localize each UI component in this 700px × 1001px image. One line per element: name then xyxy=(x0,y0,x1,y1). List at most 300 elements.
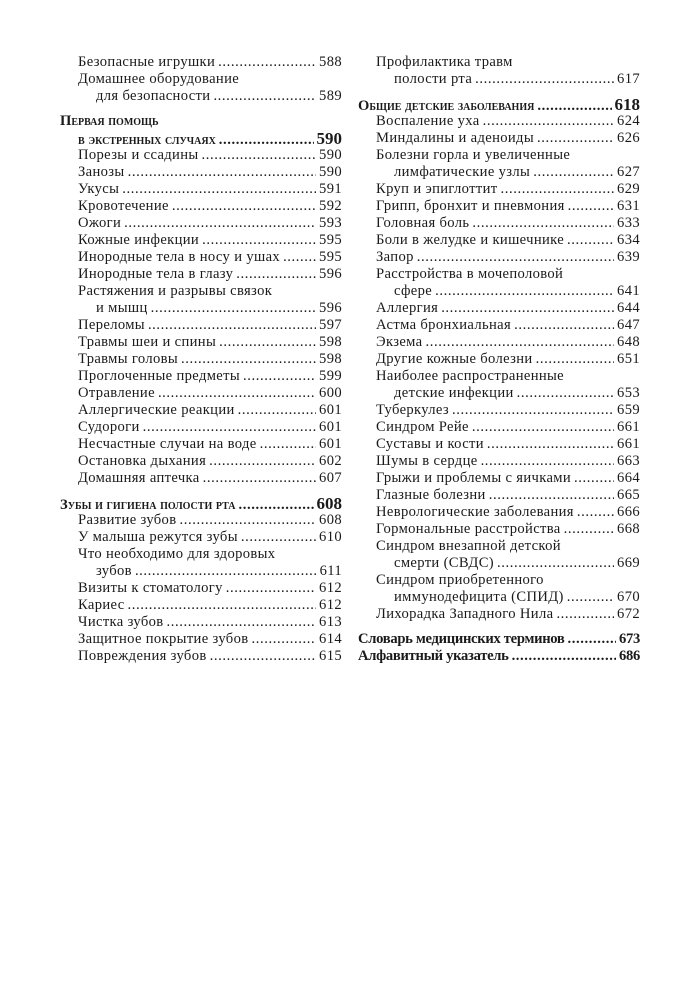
toc-entry[interactable] xyxy=(60,470,342,487)
toc-entry[interactable] xyxy=(60,334,342,351)
toc-line xyxy=(60,232,342,249)
toc-entry[interactable] xyxy=(60,351,342,368)
toc-line xyxy=(60,614,342,631)
page-number: 601 xyxy=(319,402,342,418)
page-number: 595 xyxy=(319,249,342,265)
toc-line xyxy=(60,453,342,470)
toc-entry[interactable] xyxy=(60,453,342,470)
page-number: 610 xyxy=(319,529,342,545)
toc-line xyxy=(358,521,640,538)
dot-leader xyxy=(128,597,317,614)
entry-title: лимфатические узлы xyxy=(394,164,531,180)
page-number: 639 xyxy=(617,249,640,265)
toc-line xyxy=(358,368,640,385)
toc-line xyxy=(358,436,640,453)
entry-title: иммунодефицита (СПИД) xyxy=(394,589,564,605)
toc-line xyxy=(358,504,640,521)
page-number: 641 xyxy=(617,283,640,299)
toc-entry[interactable] xyxy=(60,385,342,402)
toc-line xyxy=(358,130,640,147)
toc-entry[interactable] xyxy=(60,512,342,529)
entry-title: Болезни горла и увеличенные xyxy=(376,147,571,163)
toc-line xyxy=(358,317,640,334)
toc-entry[interactable] xyxy=(358,402,640,419)
toc-entry[interactable] xyxy=(60,198,342,215)
entry-title: Другие кожные болезни xyxy=(376,351,533,367)
dot-leader xyxy=(128,164,316,181)
toc-line xyxy=(60,385,342,402)
toc-left-column xyxy=(60,54,342,665)
toc-entry[interactable] xyxy=(60,232,342,249)
toc-entry[interactable] xyxy=(60,580,342,597)
page-number: 644 xyxy=(617,300,640,316)
toc-entry[interactable] xyxy=(60,164,342,181)
toc-line xyxy=(60,266,342,283)
page-number: 686 xyxy=(619,648,640,664)
toc-line xyxy=(358,249,640,266)
page-number: 669 xyxy=(617,555,640,571)
toc-entry[interactable] xyxy=(60,266,342,283)
toc-entry[interactable] xyxy=(358,436,640,453)
entry-title: У малыша режутся зубы xyxy=(78,529,238,545)
page-number: 631 xyxy=(617,198,640,214)
dot-leader xyxy=(475,71,614,88)
page-number: 595 xyxy=(319,232,342,248)
dot-leader xyxy=(151,300,316,317)
page-number: 602 xyxy=(319,453,342,469)
dot-leader xyxy=(567,589,614,606)
entry-title: смерти (СВДС) xyxy=(394,555,495,571)
dot-leader xyxy=(426,334,615,351)
dot-leader xyxy=(202,232,316,249)
entry-title: Травмы шеи и спины xyxy=(78,334,217,350)
toc-line xyxy=(358,402,640,419)
toc-line xyxy=(358,198,640,215)
page-number: 648 xyxy=(617,334,640,350)
dot-leader xyxy=(574,470,614,487)
page-number: 614 xyxy=(319,631,342,647)
entry-title: Гормональные расстройства xyxy=(376,521,561,537)
toc-entry[interactable] xyxy=(358,54,640,88)
entry-title: Растяжения и разрывы связок xyxy=(78,283,273,299)
dot-leader xyxy=(172,198,316,215)
page-number: 665 xyxy=(617,487,640,503)
entry-title: Порезы и ссадины xyxy=(78,147,199,163)
entry-title: Наиболее распространенные xyxy=(376,368,565,384)
dot-leader xyxy=(251,631,316,648)
dot-leader xyxy=(241,529,316,546)
toc-entry[interactable] xyxy=(358,300,640,317)
dot-leader xyxy=(556,606,614,623)
toc-entry[interactable] xyxy=(358,453,640,470)
page-number: 608 xyxy=(319,512,342,528)
toc-entry[interactable] xyxy=(358,504,640,521)
page-number: 653 xyxy=(617,385,640,401)
entry-title: Экзема xyxy=(376,334,423,350)
entry-title: Безопасные игрушки xyxy=(78,54,216,70)
dot-leader xyxy=(487,436,614,453)
page-number: 663 xyxy=(617,453,640,469)
page-number: 615 xyxy=(319,648,342,664)
dot-leader xyxy=(283,249,316,266)
dot-leader xyxy=(260,436,316,453)
entry-title: Аллергия xyxy=(376,300,439,316)
toc-line xyxy=(358,419,640,436)
entry-title: Туберкулез xyxy=(376,402,450,418)
toc-entry[interactable] xyxy=(358,648,640,665)
entry-title: Шумы в сердце xyxy=(376,453,478,469)
toc-entry[interactable] xyxy=(60,402,342,419)
entry-title: Кровотечение xyxy=(78,198,169,214)
entry-title: Первая помощь xyxy=(60,113,159,129)
entry-title: Проглоченные предметы xyxy=(78,368,241,384)
page-number: 599 xyxy=(319,368,342,384)
toc-line xyxy=(60,54,342,71)
dot-leader xyxy=(452,402,614,419)
entry-title: Запор xyxy=(376,249,414,265)
entry-title: Синдром приобретенного xyxy=(376,572,544,588)
toc-line xyxy=(358,606,640,623)
entry-title: Аллергические реакции xyxy=(78,402,235,418)
page-number: 627 xyxy=(617,164,640,180)
toc-entry[interactable] xyxy=(60,419,342,436)
dot-leader xyxy=(472,419,614,436)
toc-line xyxy=(60,88,342,105)
toc-entry[interactable] xyxy=(60,648,342,665)
entry-title: Занозы xyxy=(78,164,125,180)
toc-line xyxy=(358,648,640,665)
entry-title: Грипп, бронхит и пневмония xyxy=(376,198,565,214)
toc-right-column xyxy=(358,54,640,665)
toc-entry[interactable] xyxy=(358,631,640,648)
toc-line xyxy=(60,436,342,453)
dot-leader xyxy=(568,198,614,215)
toc-entry[interactable] xyxy=(358,113,640,130)
toc-line xyxy=(60,249,342,266)
toc-entry[interactable] xyxy=(60,71,342,105)
toc-entry[interactable] xyxy=(60,215,342,232)
toc-entry[interactable] xyxy=(60,436,342,453)
page-number: 634 xyxy=(617,232,640,248)
page-number: 633 xyxy=(617,215,640,231)
entry-title: Астма бронхиальная xyxy=(376,317,512,333)
entry-title: Судороги xyxy=(78,419,140,435)
toc-line xyxy=(60,648,342,665)
entry-title: Суставы и кости xyxy=(376,436,484,452)
toc-line xyxy=(358,164,640,181)
dot-leader xyxy=(500,181,614,198)
toc-entry[interactable] xyxy=(60,317,342,334)
toc-line xyxy=(358,71,640,88)
toc-line xyxy=(358,470,640,487)
toc-line xyxy=(358,232,640,249)
entry-title: для безопасности xyxy=(96,88,211,104)
toc-entry[interactable] xyxy=(358,317,640,334)
entry-title: детские инфекции xyxy=(394,385,514,401)
page-number: 600 xyxy=(319,385,342,401)
section-heading[interactable] xyxy=(358,96,640,113)
dot-leader xyxy=(179,512,316,529)
page-number: 672 xyxy=(617,606,640,622)
toc-line xyxy=(60,198,342,215)
toc-line xyxy=(358,113,640,130)
toc-entry[interactable] xyxy=(60,249,342,266)
dot-leader xyxy=(238,402,316,419)
dot-leader xyxy=(203,470,316,487)
toc-entry[interactable] xyxy=(358,572,640,606)
entry-title: Кожные инфекции xyxy=(78,232,200,248)
toc-entry[interactable] xyxy=(60,54,342,71)
toc-entry[interactable] xyxy=(60,631,342,648)
toc-line xyxy=(60,130,342,147)
toc-line xyxy=(358,147,640,164)
toc-line xyxy=(358,589,640,606)
dot-leader xyxy=(567,232,614,249)
entry-title: Отравление xyxy=(78,385,155,401)
toc-line xyxy=(358,555,640,572)
toc-entry[interactable] xyxy=(358,232,640,249)
entry-title: Синдром Рейе xyxy=(376,419,469,435)
toc-line xyxy=(358,487,640,504)
entry-title: Словарь медицинских терминов xyxy=(358,631,565,647)
toc-line xyxy=(60,470,342,487)
dot-leader xyxy=(181,351,316,368)
toc-entry[interactable] xyxy=(358,181,640,198)
dot-leader xyxy=(124,215,316,232)
page-number: 590 xyxy=(319,164,342,180)
toc-line xyxy=(60,215,342,232)
toc-line xyxy=(60,351,342,368)
entry-title: Инородные тела в глазу xyxy=(78,266,234,282)
toc-entry[interactable] xyxy=(358,266,640,300)
toc-line xyxy=(358,351,640,368)
page-number: 659 xyxy=(617,402,640,418)
entry-title: Зубы и гигиена полости рта xyxy=(60,497,236,513)
toc-line xyxy=(60,597,342,614)
entry-title: Защитное покрытие зубов xyxy=(78,631,249,647)
dot-leader xyxy=(158,385,316,402)
dot-leader xyxy=(512,648,616,665)
dot-leader xyxy=(226,580,316,597)
entry-title: Повреждения зубов xyxy=(78,648,207,664)
toc-line xyxy=(358,300,640,317)
toc-entry[interactable] xyxy=(358,334,640,351)
toc-line xyxy=(358,181,640,198)
toc-entry[interactable] xyxy=(358,606,640,623)
page-number: 651 xyxy=(617,351,640,367)
toc-entry[interactable] xyxy=(358,419,640,436)
entry-title: Визиты к стоматологу xyxy=(78,580,223,596)
toc-entry[interactable] xyxy=(60,546,342,580)
toc-line xyxy=(60,529,342,546)
toc-entry[interactable] xyxy=(358,215,640,232)
entry-title: Неврологические заболевания xyxy=(376,504,574,520)
page-number: 629 xyxy=(617,181,640,197)
toc-entry[interactable] xyxy=(358,487,640,504)
section-heading[interactable] xyxy=(60,495,342,512)
page-number: 593 xyxy=(319,215,342,231)
toc-entry[interactable] xyxy=(358,521,640,538)
entry-title: Домашняя аптечка xyxy=(78,470,200,486)
entry-title: Чистка зубов xyxy=(78,614,164,630)
dot-leader xyxy=(472,215,614,232)
page-number: 624 xyxy=(617,113,640,129)
dot-leader xyxy=(533,164,614,181)
dot-leader xyxy=(122,181,316,198)
page-number: 608 xyxy=(316,494,342,513)
page-number: 590 xyxy=(316,129,342,148)
dot-leader xyxy=(481,453,614,470)
page-number: 617 xyxy=(617,71,640,87)
toc-line xyxy=(60,300,342,317)
dot-leader xyxy=(537,130,614,147)
toc-entry[interactable] xyxy=(60,181,342,198)
page-number: 589 xyxy=(319,88,342,104)
toc-line xyxy=(358,334,640,351)
toc-line xyxy=(60,368,342,385)
entry-title: и мышц xyxy=(96,300,148,316)
toc-line xyxy=(358,266,640,283)
toc-line xyxy=(60,402,342,419)
entry-title: Ожоги xyxy=(78,215,122,231)
dot-leader xyxy=(209,453,316,470)
page-number: 666 xyxy=(617,504,640,520)
toc-line xyxy=(358,385,640,402)
toc-entry[interactable] xyxy=(60,147,342,164)
toc-line xyxy=(60,563,342,580)
entry-title: Грыжи и проблемы с яичками xyxy=(376,470,572,486)
toc-line xyxy=(60,419,342,436)
dot-leader xyxy=(143,419,316,436)
toc-line xyxy=(60,495,342,512)
toc-entry[interactable] xyxy=(60,597,342,614)
page-number: 612 xyxy=(319,597,342,613)
dot-leader xyxy=(497,555,614,572)
toc-line xyxy=(358,538,640,555)
entry-title: полости рта xyxy=(394,71,473,87)
toc-entry[interactable] xyxy=(358,249,640,266)
dot-leader xyxy=(514,317,614,334)
toc-line xyxy=(60,317,342,334)
dot-leader xyxy=(417,249,614,266)
toc-line xyxy=(60,334,342,351)
dot-leader xyxy=(202,147,317,164)
entry-title: Инородные тела в носу и ушах xyxy=(78,249,281,265)
toc-line xyxy=(60,181,342,198)
page-number: 598 xyxy=(319,351,342,367)
entry-title: Развитие зубов xyxy=(78,512,177,528)
toc-line xyxy=(60,164,342,181)
dot-leader xyxy=(210,648,316,665)
entry-title: Алфавитный указатель xyxy=(358,648,509,664)
page-number: 661 xyxy=(617,419,640,435)
page-number: 661 xyxy=(617,436,640,452)
page-number: 590 xyxy=(319,147,342,163)
toc-line xyxy=(358,54,640,71)
section-heading[interactable] xyxy=(60,113,342,147)
toc-entry[interactable] xyxy=(358,470,640,487)
page-number: 592 xyxy=(319,198,342,214)
toc-line xyxy=(60,147,342,164)
entry-title: в экстренных случаях xyxy=(78,132,216,148)
page-number: 668 xyxy=(617,521,640,537)
toc-line xyxy=(60,580,342,597)
entry-title: Остановка дыхания xyxy=(78,453,207,469)
toc-line xyxy=(358,631,640,648)
entry-title: Головная боль xyxy=(376,215,470,231)
toc-entry[interactable] xyxy=(358,351,640,368)
entry-title: сфере xyxy=(394,283,433,299)
dot-leader xyxy=(536,351,614,368)
entry-title: Профилактика травм xyxy=(376,54,513,70)
page-number: 618 xyxy=(614,95,640,114)
toc-entry[interactable] xyxy=(358,147,640,181)
dot-leader xyxy=(218,54,316,71)
dot-leader xyxy=(148,317,316,334)
toc-line xyxy=(60,512,342,529)
page-number: 601 xyxy=(319,436,342,452)
toc-entry[interactable] xyxy=(60,529,342,546)
entry-title: Домашнее оборудование xyxy=(78,71,240,87)
page-number: 612 xyxy=(319,580,342,596)
toc-line xyxy=(60,283,342,300)
page-number: 597 xyxy=(319,317,342,333)
page-number: 591 xyxy=(319,181,342,197)
toc-line xyxy=(60,113,342,130)
page-number: 596 xyxy=(319,266,342,282)
entry-title: Миндалины и аденоиды xyxy=(376,130,534,146)
toc-line xyxy=(358,283,640,300)
toc-line xyxy=(358,215,640,232)
toc-line xyxy=(358,572,640,589)
entry-title: Глазные болезни xyxy=(376,487,486,503)
page-number: 673 xyxy=(619,631,640,647)
entry-title: Боли в желудке и кишечнике xyxy=(376,232,565,248)
toc-entry[interactable] xyxy=(60,614,342,631)
dot-leader xyxy=(568,631,616,648)
entry-title: Укусы xyxy=(78,181,120,197)
dot-leader xyxy=(435,283,614,300)
toc-line xyxy=(60,71,342,88)
entry-title: Воспаление уха xyxy=(376,113,480,129)
entry-title: Кариес xyxy=(78,597,125,613)
toc-entry[interactable] xyxy=(358,198,640,215)
toc-entry[interactable] xyxy=(358,538,640,572)
toc-line xyxy=(60,546,342,563)
entry-title: Синдром внезапной детской xyxy=(376,538,561,554)
toc-entry[interactable] xyxy=(358,368,640,402)
page-number: 626 xyxy=(617,130,640,146)
entry-title: Лихорадка Западного Нила xyxy=(376,606,554,622)
entry-title: зубов xyxy=(96,563,132,579)
dot-leader xyxy=(577,504,614,521)
toc-entry[interactable] xyxy=(60,283,342,317)
page-number: 601 xyxy=(319,419,342,435)
dot-leader xyxy=(135,563,317,580)
page-number: 596 xyxy=(319,300,342,316)
toc-entry[interactable] xyxy=(60,368,342,385)
page-number: 607 xyxy=(319,470,342,486)
page-number: 664 xyxy=(617,470,640,486)
page-number: 647 xyxy=(617,317,640,333)
entry-title: Несчастные случаи на воде xyxy=(78,436,257,452)
toc-entry[interactable] xyxy=(358,130,640,147)
page-number: 670 xyxy=(617,589,640,605)
dot-leader xyxy=(517,385,614,402)
dot-leader xyxy=(167,614,317,631)
dot-leader xyxy=(236,266,316,283)
page-number: 613 xyxy=(319,614,342,630)
